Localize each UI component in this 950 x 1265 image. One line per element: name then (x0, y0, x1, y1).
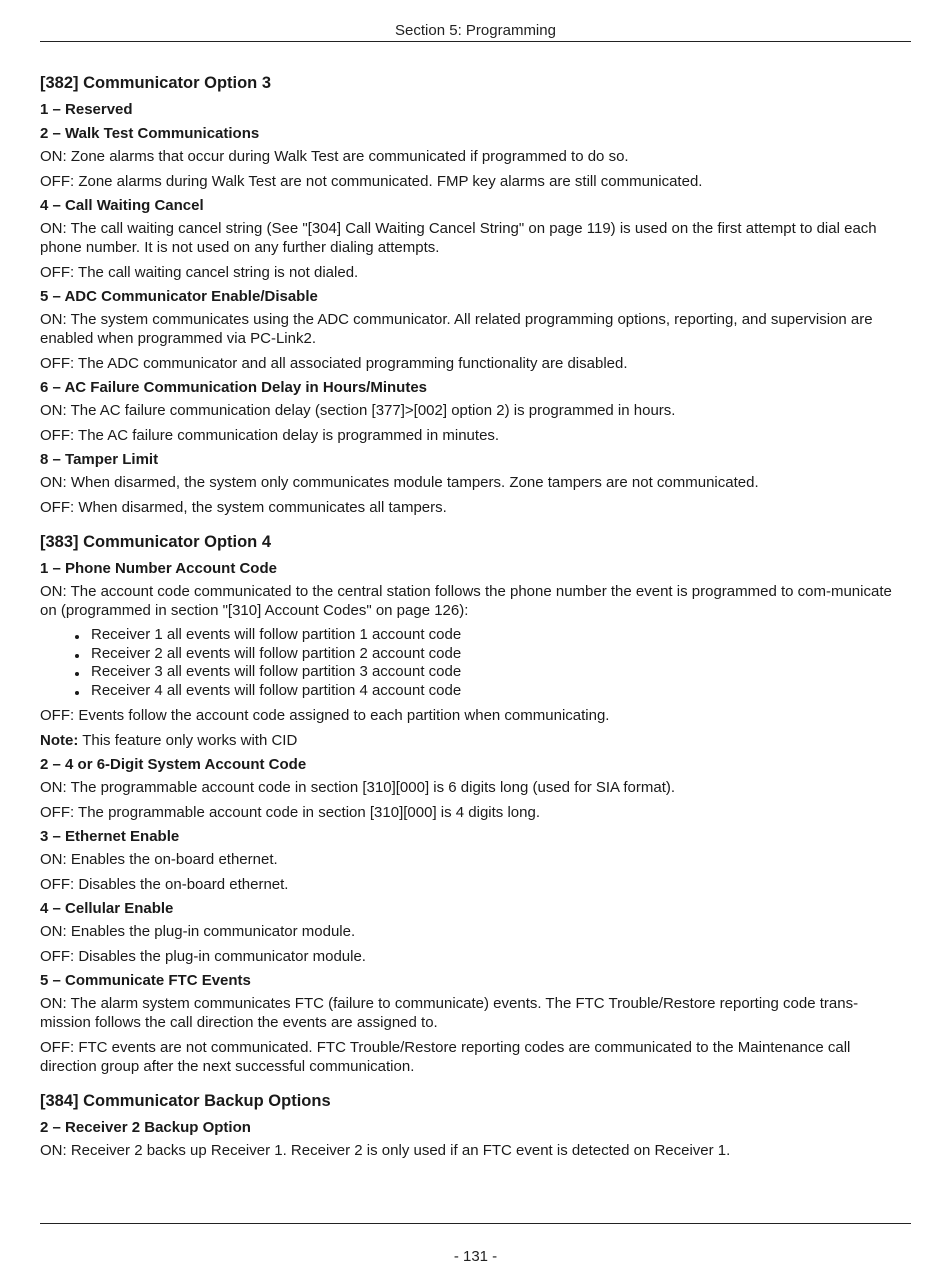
option-off-text: OFF: The ADC communicator and all associated programming functionality are disabled. (40, 355, 628, 372)
option-title: 6 – AC Failure Communication Delay in Hours/Minutes (40, 379, 428, 396)
footer-rule (40, 1223, 911, 1224)
option-title: 8 – Tamper Limit (40, 451, 159, 468)
section-383 (40, 532, 906, 1076)
option-title: 2 – 4 or 6-Digit System Account Code (40, 756, 307, 773)
running-header: Section 5: Programming (395, 22, 556, 39)
option-on-text: ON: The account code communicated to the central station follows the phone number the event is programmed to com-municate on (programmed in section "[310] Account Codes" on page 126): (40, 583, 892, 619)
option-on-text: ON: Zone alarms that occur during Walk Test are communicated if programmed to do so. (40, 148, 629, 165)
option-title: 1 – Phone Number Account Code (40, 560, 277, 577)
option-off-text: OFF: FTC events are not communicated. FTC Trouble/Restore reporting codes are communicated to the Maintenance call direction group after the next successful communication. (40, 1039, 851, 1075)
page-content (40, 60, 906, 1166)
option-on-text: ON: The AC failure communication delay (section [377]>[002] option 2) is programmed in hours. (40, 402, 676, 419)
list-item: Receiver 2 all events will follow partition 2 account code (91, 645, 906, 664)
option-on-text: ON: The system communicates using the ADC communicator. All related programming options, reporting, and supervision are enabled when programmed via PC-Link2. (40, 311, 873, 347)
section-title: [384] Communicator Backup Options (40, 1092, 331, 1110)
option-title: 4 – Call Waiting Cancel (40, 197, 204, 214)
option-on-text: ON: The programmable account code in section [310][000] is 6 digits long (used for SIA format). (40, 779, 676, 796)
option-off-text: OFF: The programmable account code in section [310][000] is 4 digits long. (40, 804, 540, 821)
option-title: 2 – Walk Test Communications (40, 125, 260, 142)
option-on-text: ON: The call waiting cancel string (See "[304] Call Waiting Cancel String" on page 119) is used on the first attempt to dial each phone number. It is not used on any further dialing attempts. (40, 220, 877, 256)
option-title: 5 – ADC Communicator Enable/Disable (40, 288, 318, 305)
note-text: This feature only works with CID (78, 732, 298, 749)
option-title: 3 – Ethernet Enable (40, 828, 180, 845)
list-item: Receiver 4 all events will follow partition 4 account code (91, 682, 906, 701)
option-title: 2 – Receiver 2 Backup Option (40, 1119, 251, 1136)
option-on-text: ON: Enables the on-board ethernet. (40, 851, 278, 868)
section-382 (40, 73, 906, 517)
option-off-text: OFF: Disables the plug-in communicator module. (40, 948, 366, 965)
option-on-text: ON: Enables the plug-in communicator module. (40, 923, 356, 940)
receiver-list (40, 626, 906, 700)
option-off-text: OFF: Events follow the account code assigned to each partition when communicating. (40, 707, 610, 724)
section-title: [382] Communicator Option 3 (40, 74, 272, 92)
option-off-text: OFF: The AC failure communication delay is programmed in minutes. (40, 427, 500, 444)
option-title: 1 – Reserved (40, 101, 133, 118)
option-title: 4 – Cellular Enable (40, 900, 174, 917)
page-number: - 131 - (453, 1248, 498, 1265)
option-on-text: ON: When disarmed, the system only communicates module tampers. Zone tampers are not communicated. (40, 474, 759, 491)
option-on-text: ON: Receiver 2 backs up Receiver 1. Receiver 2 is only used if an FTC event is detected on Receiver 1. (40, 1142, 731, 1159)
option-off-text: OFF: Zone alarms during Walk Test are not communicated. FMP key alarms are still communicated. (40, 173, 703, 190)
list-item: Receiver 1 all events will follow partition 1 account code (91, 626, 906, 645)
option-off-text: OFF: The call waiting cancel string is not dialed. (40, 264, 359, 281)
option-off-text: OFF: Disables the on-board ethernet. (40, 876, 289, 893)
section-384 (40, 1091, 906, 1160)
option-off-text: OFF: When disarmed, the system communicates all tampers. (40, 499, 447, 516)
list-item: Receiver 3 all events will follow partition 3 account code (91, 663, 906, 682)
note (40, 731, 906, 750)
header-rule (40, 41, 911, 42)
option-on-text: ON: The alarm system communicates FTC (failure to communicate) events. The FTC Trouble/Restore reporting code trans-mission follows the call direction the events are assigned to. (40, 995, 859, 1031)
option-title: 5 – Communicate FTC Events (40, 972, 251, 989)
note-label: Note: (40, 732, 79, 749)
section-title: [383] Communicator Option 4 (40, 533, 272, 551)
